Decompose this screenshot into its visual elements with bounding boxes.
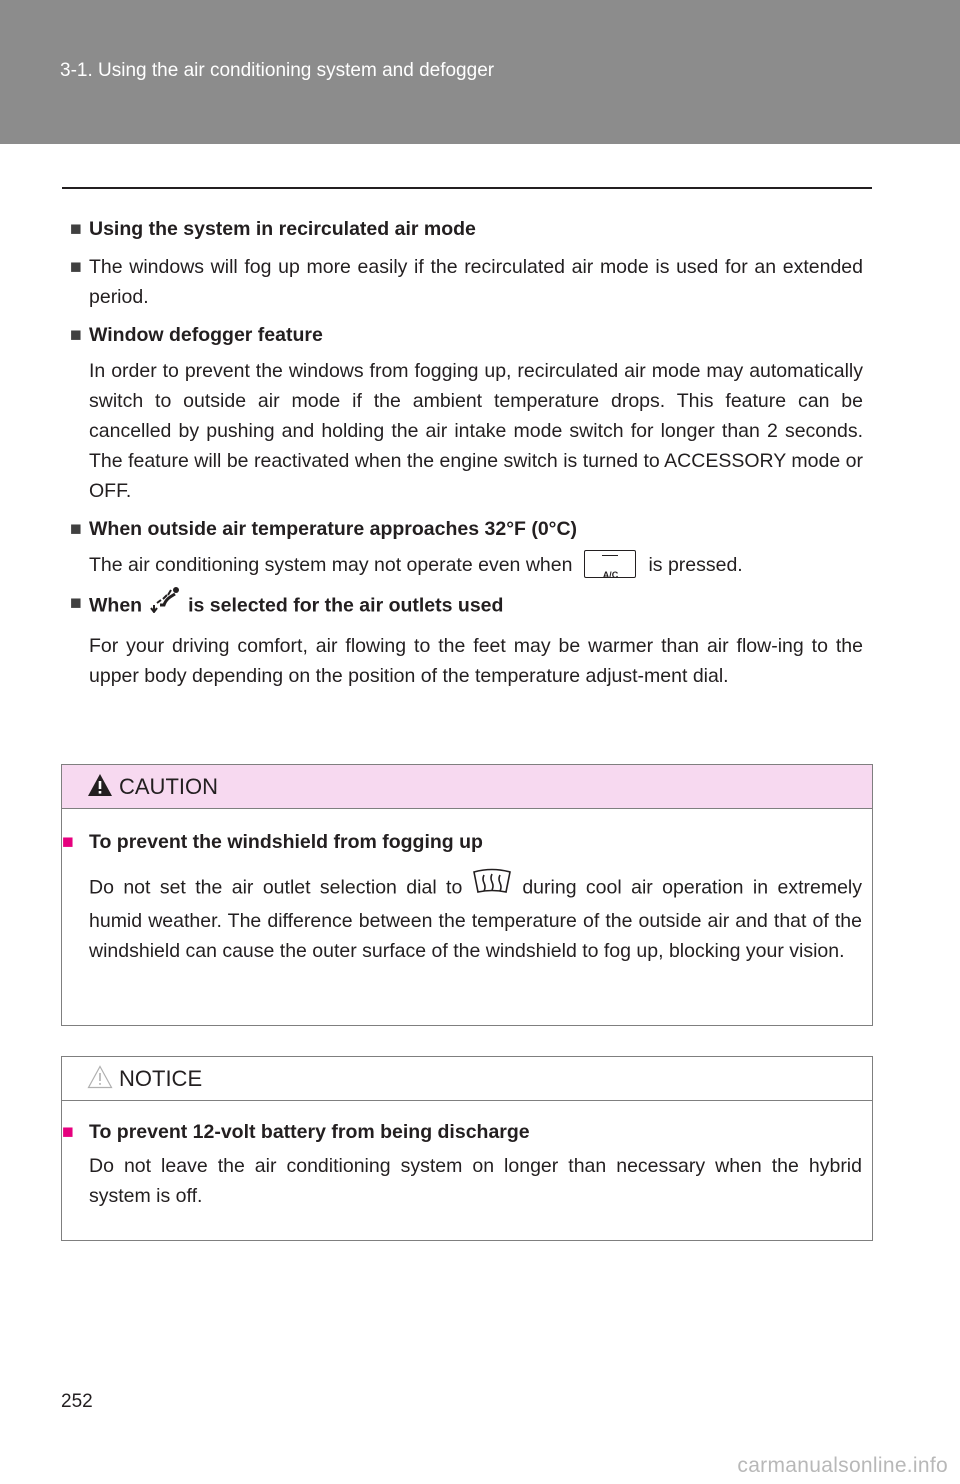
caution-text-part: Do not set the air outlet selection dial to <box>89 876 463 899</box>
bullet-square-icon: ■ <box>62 1121 74 1143</box>
windshield-defrost-icon <box>472 868 512 903</box>
item-body <box>89 550 863 580</box>
list-item <box>70 320 863 506</box>
item-heading <box>89 588 863 625</box>
item-body: In order to prevent the windows from fogging up, recirculated air mode may automatically switch to outside air mode if the ambient temperature drops. This feature can be cancelled by pushing and holding the air intake mode switch for longer than 2 seconds. The feature will be reactivated when the engine switch is turned to ACCESSORY mode or OFF. <box>89 360 863 502</box>
ac-button-label: A/C <box>602 569 619 580</box>
watermark: carmanualsonline.info <box>737 1454 948 1477</box>
item-heading: Window defogger feature <box>89 324 323 346</box>
caution-header <box>62 765 872 809</box>
notice-text: Do not leave the air conditioning system on longer than necessary when the hybrid system is off. <box>89 1155 862 1207</box>
caution-text-part: during cool air operation in extremely humid weather. The difference between the temperature of the outside air and that of the windshield can cause the outer surface of the windshield to fog up, blocking your vision. <box>89 876 862 962</box>
caution-heading-text: To prevent the windshield from fogging up <box>89 831 483 853</box>
list-item <box>70 252 863 312</box>
divider <box>62 187 872 189</box>
heading-text: When <box>89 594 143 617</box>
heading-text: is selected for the air outlets used <box>188 594 504 617</box>
notice-header <box>62 1057 872 1101</box>
bullet-square-icon: ■ <box>62 831 74 853</box>
page-header <box>0 0 960 144</box>
list-item <box>70 214 863 244</box>
bullet-square-icon: ■ <box>70 256 82 278</box>
bullet-square-icon: ■ <box>70 324 82 346</box>
warning-triangle-outline-icon <box>87 1065 113 1089</box>
bullet-square-icon: ■ <box>70 518 82 540</box>
notice-body <box>62 1101 872 1231</box>
item-heading: When outside air temperature approaches 32°F (0°C) <box>89 518 578 540</box>
caution-body <box>62 809 872 986</box>
bullet-square-icon: ■ <box>70 592 82 614</box>
caution-box <box>61 764 873 1026</box>
notice-box <box>61 1056 873 1241</box>
notice-heading <box>62 1117 862 1147</box>
page-number: 252 <box>61 1391 93 1412</box>
item-body: For your driving comfort, air flowing to the feet may be warmer than air flow-ing to the upper body depending on the position of the temperature adjust-ment dial. <box>89 635 863 687</box>
item-body-text: is pressed. <box>648 554 743 576</box>
caution-text <box>89 871 862 966</box>
item-body-text: The air conditioning system may not operate even when <box>89 554 573 576</box>
notice-heading-text: To prevent 12-volt battery from being discharge <box>89 1121 530 1143</box>
item-text: The windows will fog up more easily if the recirculated air mode is used for an extended period. <box>89 256 863 308</box>
feet-upper-airflow-icon <box>148 585 182 622</box>
content-body <box>70 214 863 699</box>
caution-heading <box>62 827 862 857</box>
notice-label: NOTICE <box>119 1066 203 1091</box>
list-item <box>70 514 863 580</box>
item-heading: Using the system in recirculated air mode <box>89 218 476 240</box>
caution-label: CAUTION <box>119 774 218 799</box>
ac-button-icon <box>584 550 636 578</box>
section-title: 3-1. Using the air conditioning system and defogger <box>60 60 495 81</box>
bullet-square-icon: ■ <box>70 218 82 240</box>
list-item <box>70 588 863 691</box>
warning-triangle-icon <box>87 773 113 797</box>
